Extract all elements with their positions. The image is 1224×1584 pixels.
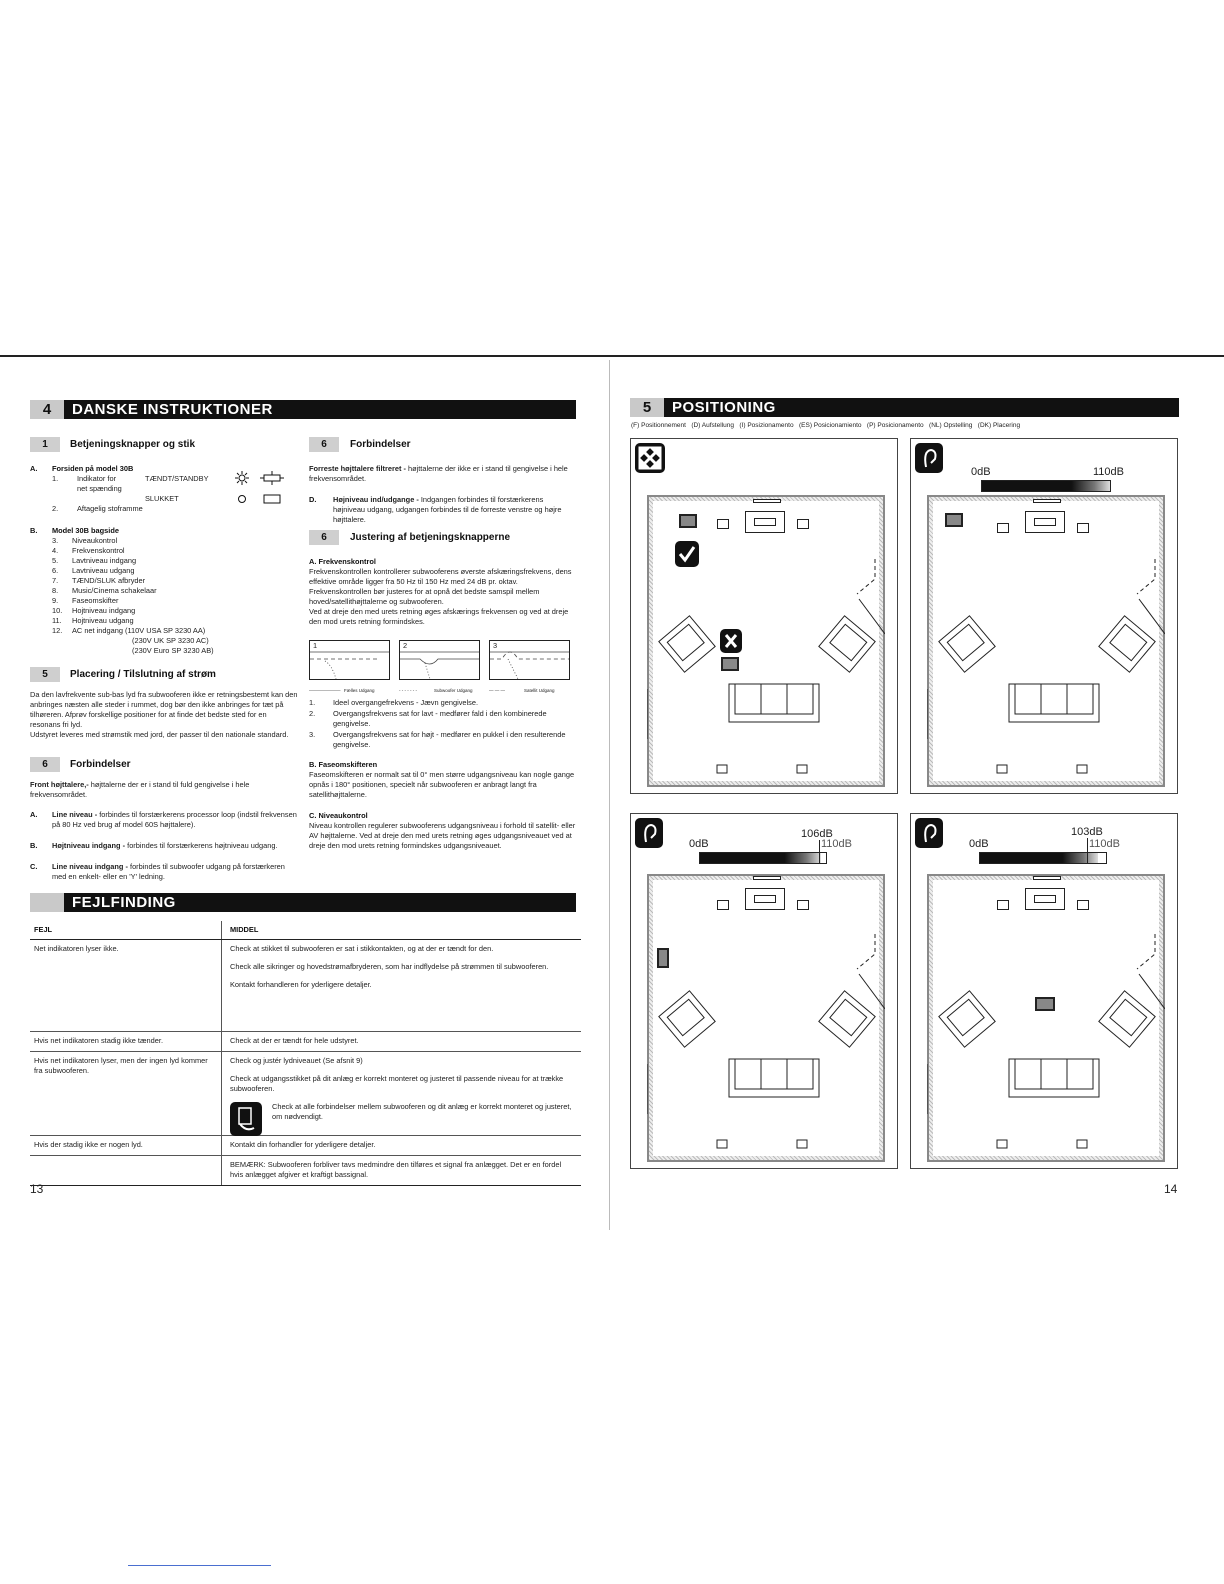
graph-2-label: 2: [403, 641, 408, 650]
top-rule: [0, 355, 1224, 357]
speaker-right: [797, 519, 809, 529]
rear-speaker-right: [1077, 765, 1087, 773]
meter-zero-label: 0dB: [969, 838, 989, 850]
crossover-graph-3: [489, 640, 570, 680]
list-item: Lavtniveau udgang: [72, 566, 135, 575]
tv-unit: [1025, 888, 1065, 910]
phase-title: B. Faseomskifteren: [309, 760, 378, 769]
list-item: TÆND/SLUK afbryder: [72, 576, 146, 585]
item-2-num: 2.: [52, 504, 59, 513]
power-text: Udstyret leveres med strømstik med jord, der passer til den nationale standard.: [30, 730, 289, 739]
graph-2-curves: [400, 641, 479, 679]
subsection-6a-badge: 6: [30, 757, 60, 772]
conn-d-text: Højniveau ind/udgange - Indgangen forbindes til forstærkerens højniveau udgang, udgangen forbindes til de forreste venstre og højre højttalere.: [333, 495, 562, 524]
meter-marker: [819, 840, 820, 864]
freq-title: A. Frekvenskontrol: [309, 557, 376, 566]
page-number-right: 14: [1164, 1182, 1178, 1196]
section-5-badge: 5: [630, 398, 664, 417]
tv-screen: [754, 895, 776, 903]
off-circle-icon: [239, 496, 246, 503]
subsection-6b-badge: 6: [309, 437, 339, 452]
rear-speaker-left: [997, 1140, 1007, 1148]
front-model-title: Forsiden på model 30B: [52, 464, 134, 473]
subsection-6c-title: Justering af betjeningsknapperne: [350, 532, 511, 543]
door-panel: [859, 599, 885, 634]
graph-3-label: 3: [493, 641, 498, 650]
sofa: [729, 684, 819, 722]
list-item: Hojtniveau indgang: [72, 606, 136, 615]
remedy-cell: [222, 1052, 581, 1135]
graph-note-3-num: 3.: [309, 730, 316, 739]
tv-unit: [745, 888, 785, 910]
remedy-line: Check at stikket til subwooferen er sat i stikkontakten, og at der er tændt for den.: [230, 944, 494, 953]
crossover-graph-2: [399, 640, 480, 680]
speaker-right: [1077, 900, 1089, 910]
item-2-label: Aftagelig stoframme: [77, 504, 143, 513]
remedy-cell: BEMÆRK: Subwooferen forbliver tavs medmindre den tilføres et signal fra anlægget. Det er en fordel hvis anlægget afgiver et kraftigt bassignal.: [230, 1160, 562, 1179]
front-speakers-text: Front højttalere,- højttalerne der er i stand til fuld gengivelse i hele frekvensområdet.: [30, 780, 250, 799]
door-panel: [1139, 599, 1165, 634]
rear-panel-list: 3. Niveaukontrol 4. Frekvenskontrol 5. Lavtniveau indgang 6. Lavtniveau udgang 7. TÆND/SLUK afbryder 8. Music/Cinema schakelaar 9. Faseomskifter 10. Hojtniveau indgang 11. Hojtniveau udgang 12. AC net indgang (110V USA SP 3230 AA) (230V UK SP 3230 AC) (230V Euro SP 3230 AB): [52, 536, 214, 655]
ear-glyph: [915, 443, 943, 473]
meter-max-label: 110dB: [821, 838, 852, 850]
level-meter-track: [699, 852, 827, 864]
rear-speaker-right: [797, 1140, 807, 1148]
level-title: C. Niveaukontrol: [309, 811, 368, 820]
graph-1-curves: [310, 641, 389, 679]
armchair-left: [939, 991, 995, 1047]
speaker-left: [717, 900, 729, 910]
ac-euro: (230V Euro SP 3230 AB): [132, 646, 214, 655]
remedy-line: Check at alle forbindelser mellem subwooferen og dit anlæg er korrekt monteret og justeret, om nødvendigt.: [272, 1102, 572, 1121]
window-mark: [1033, 876, 1061, 880]
item-1-label-2: net spænding: [77, 484, 122, 493]
ear-icon: [635, 818, 663, 848]
bottom-link-line: [128, 1565, 271, 1566]
table-row: [30, 1052, 581, 1136]
list-item: Niveaukontrol: [72, 536, 118, 545]
fejlfinding-title: FEJLFINDING: [64, 893, 576, 912]
item-1-state-off: SLUKKET: [145, 494, 179, 503]
remedy-line: Check og justér lydniveauet (Se afsnit 9): [230, 1056, 363, 1065]
meter-reading-label: 103dB: [1071, 826, 1103, 838]
graph-note-3: Overgangsfrekvens sat for højt - medfører en pukkel i den resulterende gengivelse.: [333, 730, 566, 749]
tv-screen: [1034, 518, 1056, 526]
tv-screen: [1034, 895, 1056, 903]
armchair-left: [659, 991, 715, 1047]
conn-b-text: Højtniveau indgang - forbindes til forstærkerens højtniveau udgang.: [52, 841, 278, 850]
meter-marker: [1087, 838, 1088, 864]
section-4-badge: 4: [30, 400, 64, 419]
legend-common: Fælles Udgang: [344, 688, 375, 693]
legend-sub: Subwoofer Udgang: [434, 688, 473, 693]
page-spine: [609, 360, 610, 1230]
list-item: Lavtniveau indgang: [72, 556, 137, 565]
conn-c-letter: C.: [30, 862, 38, 871]
page-number-left: 13: [30, 1182, 44, 1196]
graph-3-curves: [490, 641, 569, 679]
armchair-left: [659, 616, 715, 672]
subsection-6a-title: Forbindelser: [70, 759, 131, 770]
remedy-line: Check at udgangsstikket på dit anlæg er korrekt monteret og justeret til passende niveau for at trække subwooferen.: [230, 1074, 564, 1093]
graph-note-2-num: 2.: [309, 709, 316, 718]
rear-speaker-left: [997, 765, 1007, 773]
subsection-1-badge: 1: [30, 437, 60, 452]
room-furniture: [647, 559, 885, 789]
phase-text: Faseomskifteren er normalt sat til 0° men større udgangsniveau kan nogle gange opnås i 180° positionen, specielt når subwooferen er anbragt langt fra satellithøjttalerne.: [309, 770, 575, 799]
armchair-right: [819, 991, 875, 1047]
speaker-left: [997, 900, 1009, 910]
hand-plug-glyph: [230, 1102, 262, 1136]
conn-a-letter: A.: [30, 810, 38, 819]
graph-1-label: 1: [313, 641, 318, 650]
door-arc: [1137, 559, 1155, 594]
list-item: Frekvenskontrol: [72, 546, 125, 555]
level-meter-fill: [700, 853, 821, 863]
ear-icon: [915, 818, 943, 848]
armchair-right: [1099, 616, 1155, 672]
hand-plug-icon: [230, 1102, 262, 1136]
graph-note-1: Ideel overgangefrekvens - Jævn gengivelse.: [333, 698, 479, 707]
remedy-line: Check alle sikringer og hovedstrømafbryderen, som har indflydelse på strømmen til subwooferen.: [230, 962, 549, 971]
level-text: Niveau kontrollen regulerer subwooferens udgangsniveau i forhold til satellit- eller AV højttalerne. Ved at dreje den med urets retning øges udgangsniveauet ved at dreje den mod urets retning formindskes udgangsniveauet.: [309, 821, 576, 850]
placement-text: Da den lavfrekvente sub-bas lyd fra subwooferen ikke er retningsbestemt kan den anbringes næsten alle steder i rummet, dog bør den ikke anbringes for tæt på tilhøreren. Afprøv forskellige positioner for at finde det bedste sted for en resonans fri lyd.: [30, 690, 298, 729]
sofa: [1009, 1059, 1099, 1097]
positioning-panel-4: [910, 813, 1178, 1169]
door-arc: [857, 934, 875, 969]
room-furniture: [927, 934, 1165, 1164]
rear-speaker-right: [1077, 1140, 1087, 1148]
remedy-cell: [222, 940, 581, 1031]
language-labels: (F) Positionnement (D) Aufstellung (I) Posizionamento (ES) Posicionamiento (P) Posicionamento (NL) Opstelling (DK) Placering: [631, 422, 1021, 429]
room-furniture: [647, 934, 885, 1164]
meter-reading-label: 106dB: [801, 828, 833, 840]
remedy-line: Kontakt forhandleren for yderligere detaljer.: [230, 980, 372, 989]
off-rect-icon: [264, 495, 280, 503]
armchair-right: [819, 616, 875, 672]
list-item: Hojtniveau udgang: [72, 616, 134, 625]
section-title-danske: DANSKE INSTRUKTIONER: [64, 400, 576, 419]
tv-screen: [754, 518, 776, 526]
crossover-graph-1: [309, 640, 390, 680]
item-1-label: Indikator for: [77, 474, 117, 483]
expand-arrows-icon: [635, 443, 665, 473]
rear-speaker-right: [797, 765, 807, 773]
subsection-6b-title: Forbindelser: [350, 439, 411, 450]
speaker-right: [1077, 523, 1089, 533]
remedy-cell: Kontakt din forhandler for yderligere detaljer.: [230, 1140, 376, 1149]
subwoofer-position-good: [679, 514, 697, 528]
list-item: Music/Cinema schakelaar: [72, 586, 157, 595]
meter-max-label: 110dB: [1093, 466, 1124, 478]
window-mark: [753, 876, 781, 880]
list-item: AC net indgang (110V USA SP 3230 AA): [72, 626, 206, 635]
door-arc: [857, 559, 875, 594]
section-title-positioning: POSITIONING: [664, 398, 1179, 417]
level-meter-fill: [981, 480, 1111, 492]
table-row: [30, 940, 581, 1032]
armchair-right: [1099, 991, 1155, 1047]
tv-unit: [745, 511, 785, 533]
subsection-5-badge: 5: [30, 667, 60, 682]
conn-a-text: Line niveau - forbindes til forstærkerens processor loop (indstil frekvensen på 80 Hz ved brug af model 60S højttalere).: [52, 810, 297, 829]
item-1-num: 1.: [52, 474, 59, 483]
fault-cell: Hvis der stadig ikke er nogen lyd.: [30, 1136, 222, 1155]
ear-icon: [915, 443, 943, 473]
standby-rect-icon: [264, 475, 280, 481]
table-header: [30, 921, 581, 940]
table-row: [30, 1136, 581, 1156]
item-1-state-on: TÆNDT/STANDBY: [145, 474, 209, 483]
ear-glyph: [635, 818, 663, 848]
meter-zero-label: 0dB: [689, 838, 709, 850]
tv-unit: [1025, 511, 1065, 533]
fejlfinding-badge: [30, 893, 64, 912]
positioning-panel-3: [630, 813, 898, 1169]
subsection-1-title: Betjeningsknapper og stik: [70, 439, 196, 450]
subwoofer-corner: [945, 513, 963, 527]
level-meter-track: [981, 480, 1111, 492]
level-meter-fill: [980, 853, 1098, 863]
door-panel: [859, 974, 885, 1009]
table-row: [30, 1156, 581, 1186]
fault-cell: Net indikatoren lyser ikke.: [30, 940, 222, 1031]
filtered-front-text: Forreste højttalere filtreret - højttalerne der ikke er i stand til gengivelse i hele frekvensområdet.: [309, 464, 568, 483]
graph-legend: ——————— Fælles Udgang - - - - - - - Subwoofer Udgang — — — Satellit Udgang: [309, 686, 577, 696]
rear-model-title: Model 30B bagside: [52, 526, 119, 535]
header-fault: FEJL: [30, 921, 222, 939]
remedy-cell: Check at der er tændt for hele udstyret.: [230, 1036, 359, 1045]
indicator-icons: [232, 470, 292, 506]
header-remedy: MIDDEL: [230, 925, 259, 934]
fault-cell: Hvis net indikatoren lyser, men der ingen lyd kommer fra subwooferen.: [30, 1052, 222, 1135]
troubleshooting-table: [30, 921, 581, 1186]
ear-glyph: [915, 818, 943, 848]
table-row: [30, 1032, 581, 1052]
speaker-right: [797, 900, 809, 910]
door-panel: [1139, 974, 1165, 1009]
freq-text: Frekvenskontrollen kontrollerer subwooferens øverste afskæringsfrekvens, dens effektive område ligger fra 50 Hz til 150 Hz med 24 dB pr. oktav. Frekvenskontrollen bør justeres for at opnå det bedste samspil mellem hoved/satellithøjttalerne og subwooferen.: [309, 567, 572, 606]
window-mark: [753, 499, 781, 503]
subsection-5-title: Placering / Tilslutning af strøm: [70, 669, 216, 680]
item-letter-a: A.: [30, 464, 38, 473]
sun-on-icon: [239, 475, 245, 481]
sofa: [729, 1059, 819, 1097]
rear-speaker-left: [717, 765, 727, 773]
item-letter-b: B.: [30, 526, 38, 535]
meter-max-label: 110dB: [1089, 838, 1120, 850]
door-arc: [1137, 934, 1155, 969]
rear-speaker-left: [717, 1140, 727, 1148]
room-furniture: [927, 559, 1165, 789]
positioning-panel-1: [630, 438, 898, 794]
conn-c-text: Line niveau indgang - forbindes til subwoofer udgang på forstærkeren med en enkelt- eller en 'Y' ledning.: [52, 862, 285, 881]
expand-arrows-glyph: [635, 443, 665, 473]
conn-d-letter: D.: [309, 495, 317, 504]
conn-b-letter: B.: [30, 841, 38, 850]
ac-uk: (230V UK SP 3230 AC): [132, 636, 209, 645]
legend-sat: Satellit Udgang: [524, 688, 555, 693]
sofa: [1009, 684, 1099, 722]
graph-note-1-num: 1.: [309, 698, 316, 707]
window-mark: [1033, 499, 1061, 503]
meter-zero-label: 0dB: [971, 466, 991, 478]
armchair-left: [939, 616, 995, 672]
graph-note-2: Overgangsfrekvens sat for lavt - medfører fald i den kombinerede gengivelse.: [333, 709, 547, 728]
freq-text-2: Ved at dreje den med urets retning øges afskærings frekvensen og ved at dreje den mod urets retning formindskes.: [309, 607, 569, 626]
speaker-left: [997, 523, 1009, 533]
list-item: Faseomskifter: [72, 596, 119, 605]
fault-cell-empty: [30, 1156, 222, 1185]
subsection-6c-badge: 6: [309, 530, 339, 545]
fault-cell: Hvis net indikatoren stadig ikke tænder.: [30, 1032, 222, 1051]
positioning-panel-2: [910, 438, 1178, 794]
speaker-left: [717, 519, 729, 529]
